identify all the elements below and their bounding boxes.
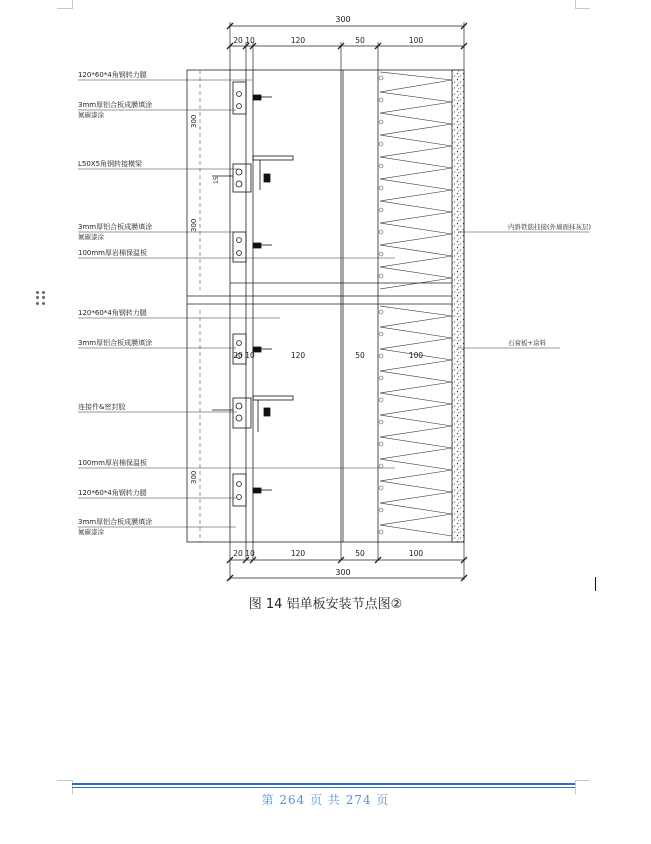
- footer-rule-thin: [72, 787, 575, 788]
- label-bracket-2: 120*60*4角钢转力腿: [78, 309, 147, 317]
- dim-mid-20: 20: [233, 351, 243, 360]
- crop-mark-bottom-left-h: [57, 780, 72, 781]
- label-panel-1: 3mm厚铝合板成膜填涂: [78, 101, 153, 109]
- drag-handle-icon[interactable]: [36, 291, 46, 305]
- dim-top-20: 20: [233, 36, 243, 45]
- dim-top-10: 10: [245, 36, 255, 45]
- dim-top-120: 120: [290, 36, 306, 45]
- dim-bottom-10: 10: [245, 549, 255, 558]
- page-number: 第 264 页 共 274 页: [261, 793, 390, 807]
- label-insulation-1: 100mm厚岩棉保温板: [78, 249, 147, 257]
- dim-top-total: 300: [335, 15, 351, 24]
- dim-bottom-20: 20: [233, 549, 243, 558]
- dim-bottom-total: 300: [335, 568, 351, 577]
- label-panel-3: 3mm厚铝合板成膜填涂: [78, 339, 153, 347]
- dim-mid-10: 10: [245, 351, 255, 360]
- lower-crossbar-joint: [212, 396, 293, 432]
- small-dim-label: 15: [213, 176, 220, 184]
- vertical-dim-3: 300: [190, 470, 198, 484]
- label-insulation-2: 100mm厚岩棉保温板: [78, 459, 147, 467]
- label-bracket-1: 120*60*4角钢转力腿: [78, 71, 147, 79]
- dim-top-100: 100: [408, 36, 424, 45]
- plaster-layer: [452, 70, 464, 542]
- label-connector-sealant: 连接件&密封胶: [78, 403, 126, 411]
- upper-bracket-1: [233, 82, 272, 114]
- footer-rule: [72, 783, 575, 785]
- upper-bracket-2: [233, 232, 272, 262]
- dim-top-50: 50: [355, 36, 365, 45]
- label-panel-4: 3mm厚铝合板成膜填涂: [78, 518, 153, 526]
- dim-mid-120: 120: [290, 351, 306, 360]
- dim-bottom-120: 120: [290, 549, 306, 558]
- right-leader-lines: [458, 232, 590, 348]
- dim-bottom-50: 50: [355, 549, 365, 558]
- dim-mid-50: 50: [355, 351, 365, 360]
- label-gypsum-board: 石膏板+涂料: [508, 339, 546, 347]
- label-panel-2: 3mm厚铝合板成膜填涂: [78, 223, 153, 231]
- figure-caption: 图 14 铝单板安装节点图②: [248, 597, 403, 612]
- dim-bottom-100: 100: [408, 549, 424, 558]
- text-cursor: [595, 577, 596, 591]
- label-inner-wall: 内斜铁筋挂接(外墙面抹灰层): [508, 223, 592, 231]
- top-dimension-lines: [227, 22, 467, 70]
- label-panel-2-sub: 氟碳漆涂: [78, 233, 104, 241]
- dim-mid-100: 100: [408, 351, 424, 360]
- label-angle-crossbar: L50X5角钢转接横梁: [78, 160, 143, 168]
- vertical-dim-2: 300: [190, 218, 198, 232]
- label-panel-4-sub: 氟碳漆涂: [78, 528, 104, 536]
- lower-bracket-2: [233, 474, 272, 506]
- vertical-dim-1: 300: [190, 114, 198, 128]
- wall-section: [187, 70, 464, 542]
- label-bracket-3: 120*60*4角钢转力腿: [78, 489, 147, 497]
- crop-mark-bottom-right-h: [575, 780, 590, 781]
- upper-crossbar-joint: [212, 156, 293, 192]
- label-panel-1-sub: 氟碳漆涂: [78, 111, 104, 119]
